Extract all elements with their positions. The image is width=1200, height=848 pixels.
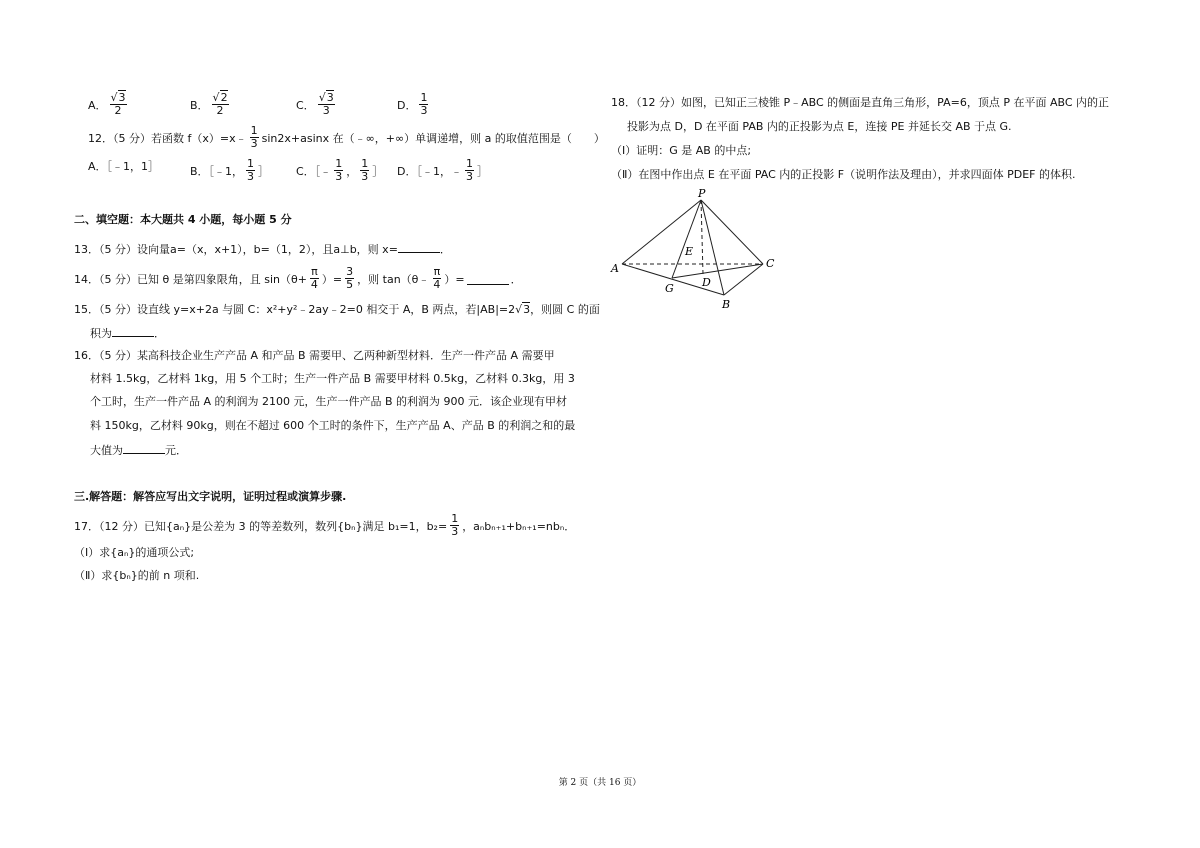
q11-option-d xyxy=(397,92,429,117)
option-text: A．［﹣1，1］ xyxy=(88,160,160,173)
radicand: 2 xyxy=(220,91,228,104)
q11-option-a: A． $\frac{√3}{2}$ xyxy=(88,91,126,117)
numerator: 3 xyxy=(346,265,354,278)
question-15: 15．（5 分）设直线 y=x+2a 与圆 C：x²+y²﹣2ay﹣2=0 相交于 A，B 两点，若|AB|=2√3，则圆 C 的面 xyxy=(74,303,600,316)
question-17 xyxy=(74,513,575,538)
option-text: D．［﹣1，﹣ xyxy=(397,164,462,178)
option-text: C．［﹣ xyxy=(296,164,332,178)
section-heading-fill-in: 二、填空题：本大题共 4 小题，每小题 5 分 xyxy=(74,213,292,226)
q12-option-a xyxy=(88,158,159,174)
denominator: 3 xyxy=(335,170,343,183)
numerator: π xyxy=(311,265,318,278)
q12-prefix: 12．（5 分）若函数 f（x）=x﹣ xyxy=(88,131,247,145)
section-heading-solutions: 三.解答题：解答应写出文字说明，证明过程或演算步骤. xyxy=(74,490,347,503)
denominator: 3 xyxy=(247,170,255,183)
q15-text: 积为 xyxy=(90,327,112,340)
numerator: 1 xyxy=(247,157,255,170)
option-text: B．［﹣1， xyxy=(190,164,244,178)
q14-text: 14．（5 分）已知 θ 是第四象限角，且 sin（θ+ xyxy=(74,272,307,286)
question-17-part2: （Ⅱ）求{bₙ}的前 n 项和. xyxy=(74,569,200,582)
question-18-line1: 18．（12 分）如图，已知正三棱锥 P﹣ABC 的侧面是直角三角形，PA=6，顶点 P 在平面 ABC 内的正 xyxy=(611,96,1110,109)
label-d: D xyxy=(702,276,711,289)
label-g: G xyxy=(665,282,674,295)
option-letter: A． xyxy=(88,98,107,112)
q17-text: ，aₙbₙ₊₁+bₙ₊₁=nbₙ． xyxy=(462,519,576,533)
q14-text: ）= xyxy=(321,272,343,286)
q13-text: 13．（5 分）设向量a=（x，x+1），b=（1，2），且a⊥b，则 x= xyxy=(74,243,398,256)
option-letter: D． xyxy=(397,98,417,112)
numerator: 1 xyxy=(335,157,343,170)
denominator: 2 xyxy=(114,104,122,117)
denominator: 5 xyxy=(346,278,354,291)
page-footer: 第 2 页（共 16 页） xyxy=(558,778,642,788)
denominator: 2 xyxy=(216,104,224,117)
answer-blank xyxy=(467,273,509,285)
numerator: 1 xyxy=(361,157,369,170)
label-p: P xyxy=(698,188,706,200)
q17-text: 17．（12 分）已知{aₙ}是公差为 3 的等差数列，数列{bₙ}满足 b₁=1，b₂= xyxy=(74,519,448,533)
q16-text: 大值为 xyxy=(90,444,123,457)
denominator: 3 xyxy=(322,104,330,117)
denominator: 3 xyxy=(465,170,473,183)
denominator: 3 xyxy=(361,170,369,183)
option-text: ， xyxy=(346,164,358,178)
q12-suffix: sin2x+asinx 在（﹣∞，+∞）单调递增，则 a 的取值范围是（ ） xyxy=(261,131,605,145)
question-16-line4: 料 150kg，乙材料 90kg，则在不超过 600 个工时的条件下，生产产品 A、产品 B 的利润之和的最 xyxy=(90,419,576,432)
answer-blank xyxy=(112,325,154,337)
question-16-line1: 16．（5 分）某高科技企业生产产品 A 和产品 B 需要甲、乙两种新型材料．生产一件产品 A 需要甲 xyxy=(74,349,555,362)
radicand: 3 xyxy=(326,91,334,104)
question-16-line5 xyxy=(90,442,187,459)
label-a: A xyxy=(611,262,619,275)
option-text: ］ xyxy=(372,164,384,178)
q14-end: ． xyxy=(510,272,522,286)
option-text: ］ xyxy=(258,164,270,178)
q14-text: ）= xyxy=(444,272,465,286)
label-c: C xyxy=(766,257,775,270)
numerator: 1 xyxy=(465,157,473,170)
question-13 xyxy=(74,241,451,258)
denominator: 3 xyxy=(250,137,258,150)
question-14 xyxy=(74,266,522,291)
q12-option-c xyxy=(296,158,383,183)
question-15-line2 xyxy=(90,325,165,342)
option-text: ］ xyxy=(476,164,488,178)
denominator: 3 xyxy=(420,104,428,117)
numerator: 1 xyxy=(420,91,428,104)
q15-end: ． xyxy=(154,327,165,340)
question-17-part1: （Ⅰ）求{aₙ}的通项公式; xyxy=(74,546,195,559)
question-18-part1: （Ⅰ）证明：G 是 AB 的中点; xyxy=(611,144,752,157)
numerator: π xyxy=(433,265,441,278)
answer-blank xyxy=(123,442,165,454)
question-18-part2: （Ⅱ）在图中作出点 E 在平面 PAC 内的正投影 F（说明作法及理由），并求四面体 PDEF 的体积. xyxy=(611,168,1076,181)
q16-end: 元． xyxy=(165,444,187,457)
q15-text: 15．（5 分）设直线 y=x+2a 与圆 C：x²+y²﹣2ay﹣2=0 相交于 A，B 两点，若|AB|=2 xyxy=(74,303,516,316)
q14-text: ，则 tan（θ﹣ xyxy=(357,272,430,286)
hidden-segment-pd xyxy=(701,200,703,274)
denominator: 4 xyxy=(310,278,318,291)
q12-option-d xyxy=(397,158,488,183)
question-16-line2: 材料 1.5kg，乙材料 1kg，用 5 个工时；生产一件产品 B 需要甲材料 0.5kg，乙材料 0.3kg，用 3 xyxy=(90,372,575,385)
radicand: 3 xyxy=(118,91,126,104)
q12-option-b xyxy=(190,158,269,183)
radicand: 3 xyxy=(523,303,531,316)
q13-end: ． xyxy=(439,243,451,256)
q12-stem xyxy=(88,125,605,150)
option-letter: B． xyxy=(190,98,209,112)
q11-option-b: B． $\frac{√2}{2}$ xyxy=(190,91,228,117)
q15-text: ，则圆 C 的面 xyxy=(530,303,600,316)
pyramid-figure xyxy=(605,188,805,318)
label-e: E xyxy=(685,245,694,258)
denominator: 4 xyxy=(433,278,441,291)
numerator: 1 xyxy=(451,512,459,525)
q11-option-c: C． $\frac{√3}{3}$ xyxy=(296,91,334,117)
option-letter: C． xyxy=(296,98,315,112)
label-b: B xyxy=(722,298,731,311)
denominator: 3 xyxy=(451,525,459,538)
question-18-line2: 投影为点 D，D 在平面 PAB 内的正投影为点 E，连接 PE 并延长交 AB 于点 G. xyxy=(627,120,1012,133)
question-16-line3: 个工时，生产一件产品 A 的利润为 2100 元，生产一件产品 B 的利润为 900 元．该企业现有甲材 xyxy=(90,395,568,408)
answer-blank xyxy=(398,241,440,253)
numerator: 1 xyxy=(250,124,258,137)
edge-pc xyxy=(701,200,763,264)
